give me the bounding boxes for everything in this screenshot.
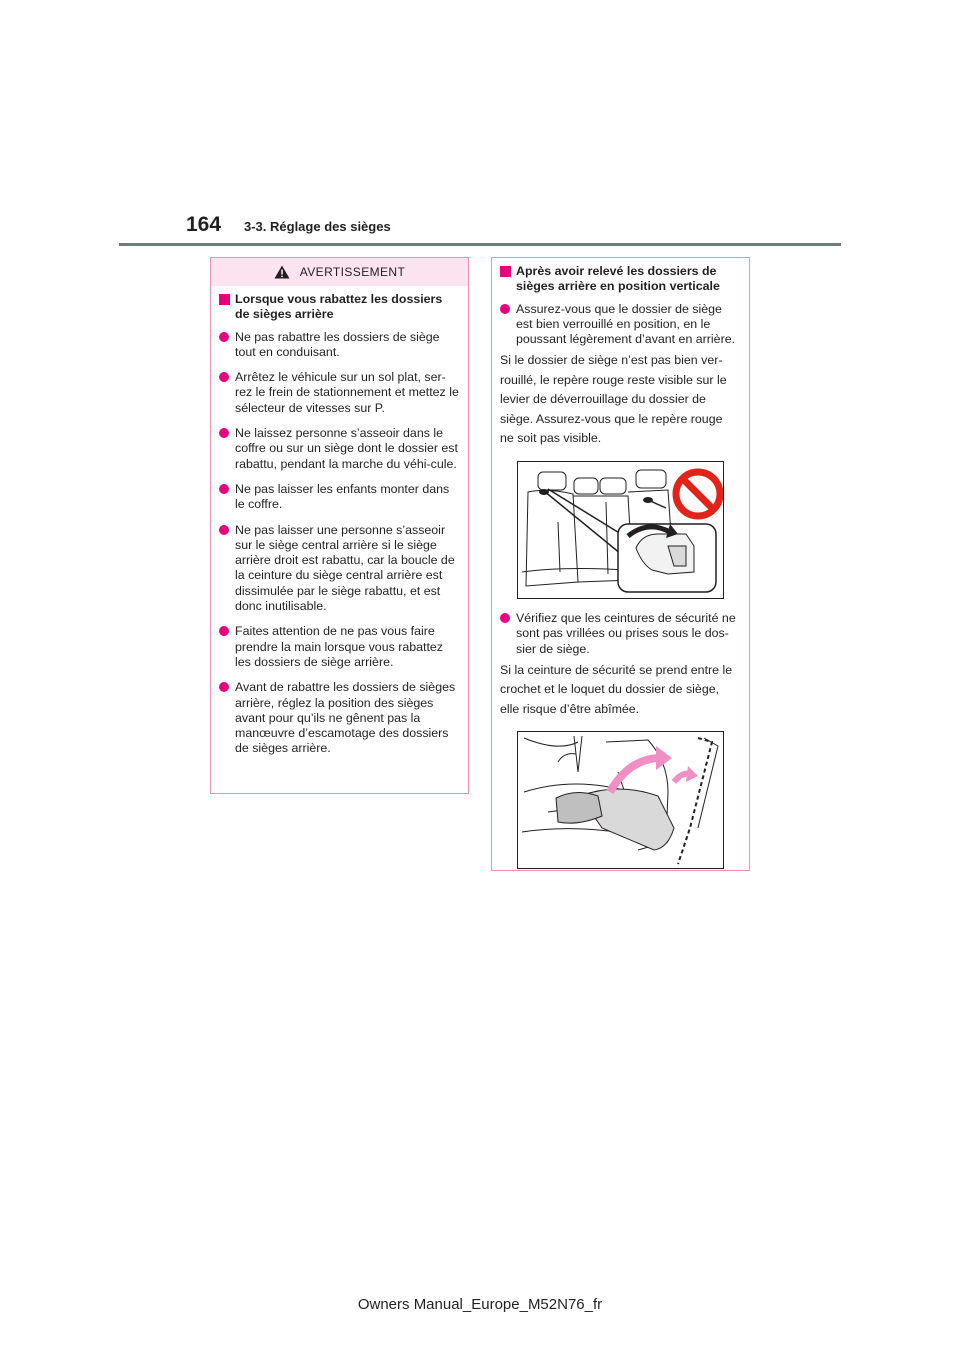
text-line: rouillé, le repère rouge reste visible sur le — [500, 372, 727, 387]
text-line: crochet et le loquet du dossier de siège, — [500, 682, 720, 697]
text-line: ne soit pas visible. — [500, 431, 602, 446]
list-item — [500, 302, 741, 348]
text-line: elle risque d’être abîmée. — [500, 701, 640, 716]
seatbelt-drawing — [518, 732, 723, 868]
list-item-text: Ne pas rabattre les dossiers de siège tout en conduisant. — [235, 329, 440, 359]
warning-header — [211, 258, 468, 286]
circle-bullet-icon — [219, 682, 229, 692]
list-item — [219, 426, 460, 472]
seat-lock-drawing — [518, 462, 723, 598]
page-number: 164 — [186, 213, 222, 236]
circle-bullet-icon — [219, 525, 229, 535]
warning-title: AVERTISSEMENT — [299, 265, 406, 279]
list-item — [219, 624, 460, 670]
circle-bullet-icon — [219, 372, 229, 382]
header-rule — [119, 243, 841, 246]
seatbelt-illustration — [517, 731, 724, 869]
list-item-text: Ne pas laisser une personne s’asseoir sur le siège central arrière si le siège arrière droit est rabattu, car la boucle de la ceinture du siège central arrière est dissimulée par le siège rabattu, et est donc inutilisable. — [235, 522, 455, 614]
footer-doc-id: Owners Manual_Europe_M52N76_fr — [357, 1296, 603, 1313]
square-bullet-icon — [500, 266, 511, 277]
list-item-text: Avant de rabattre les dossiers de sièges arrière, réglez la position des sièges avant pour qu’ils ne gênent pas la manœuvre d’escamotage des dossiers de sièges arrière. — [235, 680, 456, 756]
circle-bullet-icon — [219, 428, 229, 438]
square-bullet-icon — [219, 294, 230, 305]
warning-content — [211, 286, 468, 757]
list-item — [219, 680, 460, 756]
circle-bullet-icon — [219, 626, 229, 636]
info-heading-text: Après avoir relevé les dossiers de sièges arrière en position verticale — [516, 264, 720, 294]
text-line: Si la ceinture de sécurité se prend entre le — [500, 662, 733, 677]
list-item — [219, 523, 460, 615]
seat-lock-illustration — [517, 461, 724, 599]
list-item — [219, 370, 460, 416]
text-line: levier de déverrouillage du dossier de — [500, 392, 706, 407]
warning-heading — [219, 292, 460, 323]
info-content — [492, 258, 749, 869]
list-item-text: Vérifiez que les ceintures de sécurité ne sont pas vrillées ou prises sous le dos-sier de siège. — [516, 610, 736, 656]
warning-triangle-icon — [274, 265, 290, 279]
info-box — [491, 257, 750, 871]
circle-bullet-icon — [500, 613, 510, 623]
list-item-text: Assurez-vous que le dossier de siège est bien verrouillé en position, en le poussant légèrement d’avant en arrière. — [516, 301, 736, 347]
circle-bullet-icon — [219, 484, 229, 494]
list-item-text: Ne pas laisser les enfants monter dans le coffre. — [235, 481, 450, 512]
warning-box — [210, 257, 469, 794]
info-heading — [500, 264, 741, 295]
warning-heading-text: Lorsque vous rabattez les dossiers de sièges arrière — [235, 292, 443, 322]
text-line: siège. Assurez-vous que le repère rouge — [500, 411, 723, 426]
list-item — [500, 611, 741, 657]
list-item-text: Faites attention de ne pas vous faire prendre la main lorsque vous rabattez les dossiers de siège arrière. — [235, 624, 444, 669]
list-item-text: Arrêtez le véhicule sur un sol plat, ser-rez le frein de stationnement et mettez le sélecteur de vitesses sur P. — [235, 370, 459, 415]
circle-bullet-icon — [500, 304, 510, 314]
text-line: Si le dossier de siège n’est pas bien ver- — [500, 353, 723, 368]
list-item — [219, 482, 460, 513]
paragraph-latch-check — [500, 351, 741, 449]
circle-bullet-icon — [219, 332, 229, 342]
list-item-text: Ne laissez personne s’asseoir dans le coffre ou sur un siège dont le dossier est rabattu, pendant la marche du véhi-cule. — [235, 426, 458, 471]
list-item — [219, 330, 460, 361]
paragraph-belt-check — [500, 661, 741, 720]
section-title: 3-3. Réglage des sièges — [244, 219, 391, 234]
